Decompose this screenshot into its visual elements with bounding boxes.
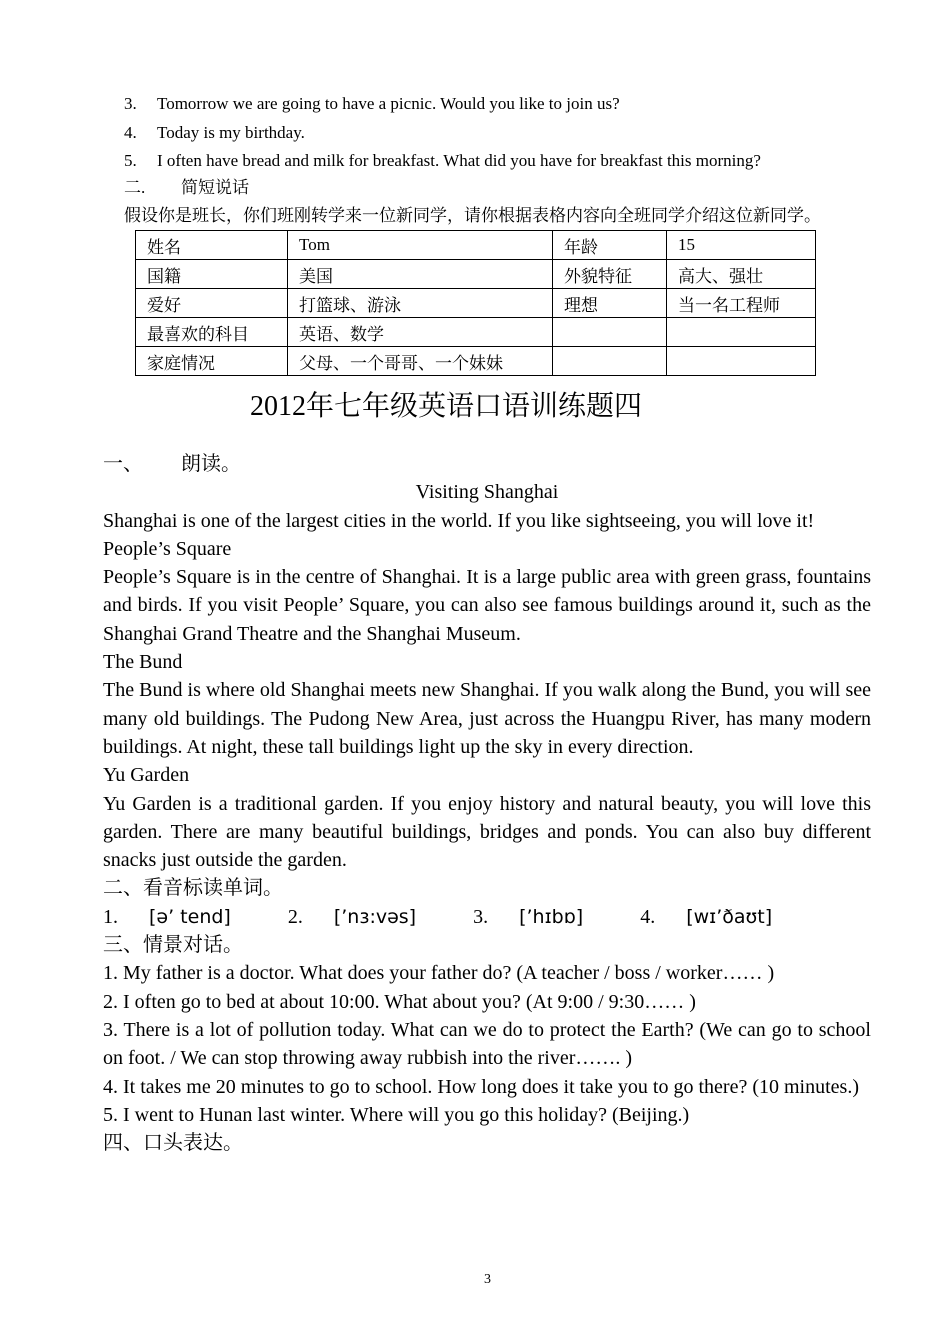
table-cell: 英语、数学	[288, 318, 553, 347]
section-heading-speaking	[124, 175, 249, 201]
part-number: 一、	[103, 453, 143, 475]
table-cell: 父母、一个哥哥、一个妹妹	[288, 347, 553, 376]
table-row	[136, 231, 816, 260]
part-label: 朗读。	[181, 453, 241, 475]
table-row	[136, 260, 816, 289]
table-cell: 理想	[553, 289, 667, 318]
table-cell: 外貌特征	[553, 260, 667, 289]
passage-subheading: Yu Garden	[103, 764, 190, 787]
list-item	[124, 119, 884, 148]
phonetics-row	[103, 903, 871, 931]
phonetic-item: 1. [ə’ tend]	[103, 905, 231, 928]
item-number: 4.	[124, 122, 137, 142]
table-cell: Tom	[288, 231, 553, 260]
table-cell	[553, 347, 667, 376]
table-cell: 当一名工程师	[667, 289, 816, 318]
table-cell: 国籍	[136, 260, 288, 289]
ipa-transcription: [ə’ tend]	[149, 905, 231, 928]
passage-title: Visiting Shanghai	[415, 481, 559, 504]
table-cell	[667, 318, 816, 347]
table-row	[136, 318, 816, 347]
page-number: 3	[484, 1272, 491, 1287]
table-cell: 最喜欢的科目	[136, 318, 288, 347]
dialogue-item: 5. I went to Hunan last winter. Where will you go this holiday? (Beijing.)	[103, 1103, 690, 1126]
passage-paragraph: The Bund is where old Shanghai meets new Shanghai. If you walk along the Bund, you will see many old buildings. The Pudong New Area, just across the Huangpu River, has many modern buildings. At night, these tall buildings light up the sky in every direction.	[103, 679, 871, 758]
student-info-table	[135, 230, 816, 376]
passage-paragraph: Yu Garden is a traditional garden. If you enjoy history and natural beauty, you will love this garden. There are many beautiful buildings, bridges and ponds. You can also buy different snacks just outside the garden.	[103, 792, 871, 872]
part-heading-oral-expression: 四、口头表达。	[103, 1132, 243, 1155]
list-item	[124, 90, 884, 119]
table-cell: 姓名	[136, 231, 288, 260]
table-cell: 爱好	[136, 289, 288, 318]
part-heading-dialogue: 三、情景对话。	[103, 934, 243, 957]
page-title: 2012年七年级英语口语训练题四	[249, 391, 642, 422]
passage-paragraph: Shanghai is one of the largest cities in the world. If you like sightseeing, you will love it!	[103, 509, 815, 532]
table-cell: 高大、强壮	[667, 260, 816, 289]
dialogue-item: 2. I often go to bed at about 10:00. What about you? (At 9:00 / 9:30…… )	[103, 990, 696, 1013]
table-cell: 美国	[288, 260, 553, 289]
table-cell: 年龄	[553, 231, 667, 260]
table-cell: 打篮球、游泳	[288, 289, 553, 318]
item-text: Today is my birthday.	[157, 122, 305, 142]
table-cell: 15	[667, 231, 816, 260]
list-item	[124, 147, 884, 176]
part-heading-reading	[103, 450, 871, 478]
ipa-transcription: [’nɜ:vəs]	[333, 905, 417, 928]
part-heading-phonetics: 二、看音标读单词。	[103, 877, 283, 900]
table-cell	[553, 318, 667, 347]
phonetic-item: 4. [wɪ’ðaʊt]	[640, 905, 773, 928]
question-list	[124, 90, 884, 176]
ipa-transcription: [wɪ’ðaʊt]	[686, 905, 773, 928]
item-text: I often have bread and milk for breakfast. What did you have for breakfast this morning?	[157, 151, 761, 170]
phonetic-item: 3. [’hɪbɒ]	[473, 905, 584, 928]
section-number: 二.	[124, 178, 146, 197]
passage-subheading: People’s Square	[103, 537, 232, 560]
dialogue-item: 4. It takes me 20 minutes to go to school. How long does it take you to go there? (10 minutes.)	[103, 1075, 859, 1098]
table-cell	[667, 347, 816, 376]
passage-subheading: The Bund	[103, 651, 183, 674]
item-text: Tomorrow we are going to have a picnic. Would you like to join us?	[157, 94, 620, 113]
exercise-body	[103, 450, 871, 1157]
section-title: 简短说话	[181, 178, 249, 197]
speaking-instructions: 假设你是班长，你们班刚转学来一位新同学，请你根据表格内容向全班同学介绍这位新同学。	[124, 206, 821, 225]
table-row	[136, 289, 816, 318]
table-cell: 家庭情况	[136, 347, 288, 376]
phonetic-item: 2. [’nɜ:vəs]	[287, 905, 417, 928]
item-number: 3.	[124, 94, 137, 113]
ipa-transcription: [’hɪbɒ]	[519, 905, 584, 928]
dialogue-item: 1. My father is a doctor. What does your father do? (A teacher / boss / worker…… )	[103, 962, 775, 985]
item-number: 5.	[124, 151, 137, 170]
table-row	[136, 347, 816, 376]
dialogue-item: 3. There is a lot of pollution today. What can we do to protect the Earth? (We can go to school on foot. / We can stop throwing away rubbish into the river……. )	[103, 1018, 871, 1070]
passage-paragraph: People’s Square is in the centre of Shanghai. It is a large public area with green grass, fountains and birds. If you visit People’ Square, you can also see famous buildings around it, such as the Shanghai Grand Theatre and the Shanghai Museum.	[103, 566, 871, 645]
